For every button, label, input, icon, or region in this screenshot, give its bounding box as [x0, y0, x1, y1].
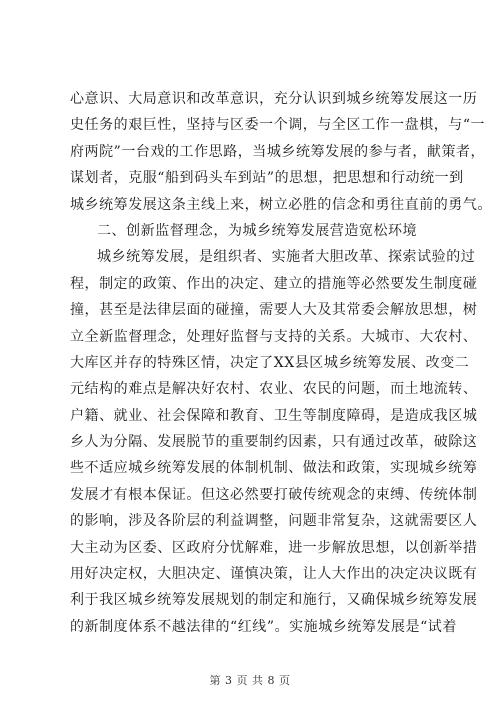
- text-line: 些不适应城乡统筹发展的体制机制、做法和政策，实现城乡统筹: [70, 460, 478, 477]
- text-line: 撞，甚至是法律层面的碰撞，需要人大及其常委会解放思想，树: [70, 302, 478, 319]
- text-line: 用好决定权，大胆决定、谨慎决策，让人大作出的决定决议既有: [70, 566, 478, 583]
- text-line: 城乡统筹发展这条主线上来，树立必胜的信念和勇往直前的勇气。: [70, 196, 492, 213]
- text-line: 大库区并存的特殊区情，决定了XX县区城乡统筹发展、改变二: [70, 354, 470, 371]
- text-line: 城乡统筹发展，是组织者、实施者大胆改革、探索试验的过: [97, 249, 476, 266]
- text-line: 的影响，涉及各阶层的利益调整，问题非常复杂，这就需要区人: [70, 513, 478, 530]
- text-line: 程，制定的政策、作出的决定、建立的措施等必然要发生制度碰: [70, 275, 478, 292]
- text-line: 谋划者，克服“船到码头车到站”的思想，把思想和行动统一到: [70, 170, 464, 187]
- text-line: 户籍、就业、社会保障和教育、卫生等制度障碍，是造成我区城: [70, 407, 478, 424]
- text-line: 利于我区城乡统筹发展规划的制定和施行，又确保城乡统筹发展: [70, 592, 478, 609]
- section-heading: 二、创新监督理念，为城乡统筹发展营造宽松环境: [97, 222, 418, 239]
- text-line: 的新制度体系不越法律的“红线”。实施城乡统筹发展是“试着: [70, 618, 457, 635]
- text-line: 元结构的难点是解决好农村、农业、农民的问题，而土地流转、: [70, 381, 478, 398]
- text-line: 乡人为分隔、发展脱节的重要制约因素，只有通过改革，破除这: [70, 434, 478, 451]
- text-line: 大主动为区委、区政府分忧解难，进一步解放思想，以创新举措: [70, 539, 478, 556]
- text-line: 心意识、大局意识和改革意识，充分认识到城乡统筹发展这一历: [70, 91, 478, 107]
- page-number-footer: 第 3 页 共 8 页: [209, 674, 291, 687]
- document-body: [70, 86, 492, 640]
- text-line: 发展才有根本保证。但这必然要打破传统观念的束缚、传统体制: [70, 486, 478, 503]
- text-line: 府两院”一台戏的工作思路，当城乡统筹发展的参与者，献策者，: [70, 143, 486, 160]
- text-line: 立全新监督理念，处理好监督与支持的关系。大城市、大农村、: [70, 328, 478, 345]
- text-line: 史任务的艰巨性，坚持与区委一个调，与全区工作一盘棋，与“一: [70, 117, 486, 134]
